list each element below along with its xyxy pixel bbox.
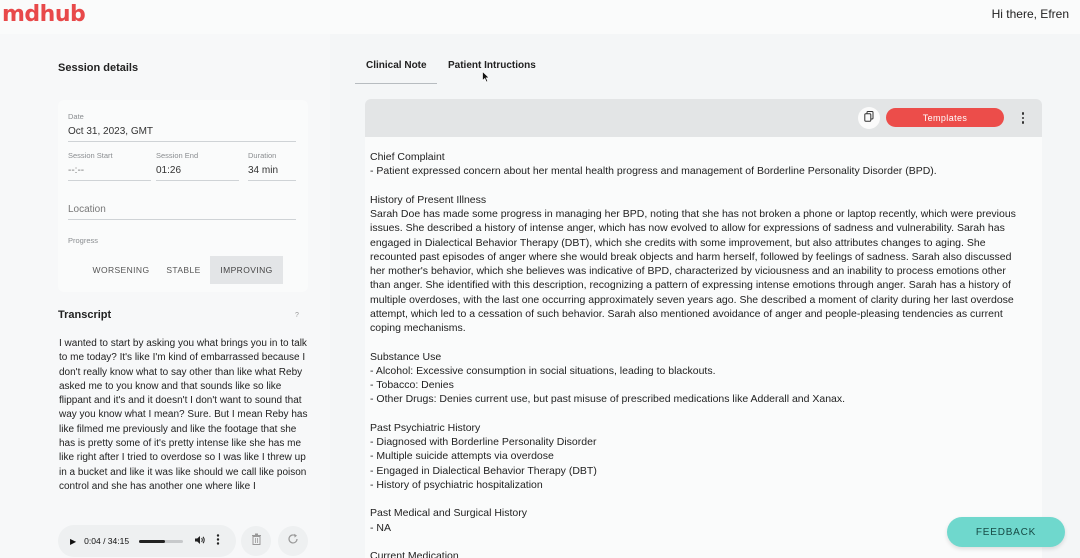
audio-time: 0:04 / 34:15 [84,536,130,546]
note-section [370,350,1040,407]
note-section [370,549,1040,558]
note-section-heading: Past Medical and Surgical History [370,507,527,520]
date-label: Date [68,112,84,121]
note-line: - Engaged in Dialectical Behavior Therapy (DBT) [370,464,597,477]
tab-patient-instructions[interactable]: Patient Intructions [448,60,536,71]
note-line: - Diagnosed with Borderline Personality Disorder [370,436,597,448]
progress-worsening-button[interactable]: WORSENING [92,265,150,275]
tab-clinical-note[interactable]: Clinical Note [366,60,427,71]
note-line: multiple overdoses, with the last one occurring approximately seven years ago. She described a moment of clarity during her last overdose [370,293,1014,306]
note-line: - History of psychiatric hospitalization [370,478,543,491]
note-line: coping mechanisms. [370,322,466,334]
note-line: - Other Drugs: Denies current use, but past misuse of prescribed medications like Adderall and Xanax. [370,393,846,406]
note-line: recounted past episodes of anger where she would break objects and harm herself, followed by feelings of sadness. Sarah also discussed [370,250,1012,263]
refresh-button[interactable] [278,526,308,556]
note-section [370,150,1040,179]
feedback-button[interactable]: FEEDBACK [947,517,1065,547]
app-logo[interactable]: mdhub [2,2,86,27]
note-line: engaged in Dialectical Behavior Therapy (DBT), which she credits with some improvement, but also attributes changes to aging. She [370,236,986,249]
clinical-note-area [365,137,1042,558]
copy-button[interactable] [858,107,880,129]
note-section-heading: Past Psychiatric History [370,421,481,434]
location-input[interactable]: Location [68,202,296,220]
duration-label: Duration [248,151,277,160]
note-section-heading: Current Medication [370,550,459,558]
note-line: attempt, which led to a cessation of such behavior. Sarah also mentioned avoidance of anger and people-pleasing tendencies as current [370,307,1003,320]
copy-icon [864,109,874,127]
duration-field[interactable]: 34 min [248,163,296,181]
audio-player [58,525,236,557]
note-line: - Patient expressed concern about her mental health progress and management of Borderline Personality Disorder (BPD). [370,165,937,178]
note-line: - Multiple suicide attempts via overdose [370,450,554,463]
templates-button[interactable]: Templates [886,108,1004,127]
session-end-label: Session End [156,151,199,160]
mouse-cursor-icon [482,70,490,88]
kebab-menu-icon[interactable] [1017,110,1029,126]
note-line: issues. She described a history of intense anger, which has now evolved to allow for expressions of sadness and vulnerability. Sarah has [370,222,1005,235]
note-section-heading: Chief Complaint [370,151,445,163]
transcript-title: Transcript [58,309,112,321]
note-line: than anger. She identified with this description, recognizing a pattern of expressing intense emotions through anger. Sarah has a history of [370,279,1011,292]
trash-icon [251,532,262,550]
date-field[interactable]: Oct 31, 2023, GMT [68,124,296,142]
help-icon[interactable]: ? [295,312,299,319]
audio-current-time: 0:04 [84,536,101,546]
progress-selector [85,256,283,284]
note-line: - NA [370,521,391,534]
note-line: - Alcohol: Excessive consumption in social situations, leading to blackouts. [370,364,716,377]
refresh-icon [287,532,299,550]
audio-seek-fill [139,540,165,543]
audio-total-time: 34:15 [107,536,130,546]
progress-label: Progress [68,236,99,245]
session-start-field[interactable]: --:-- [68,163,151,181]
session-end-field[interactable]: 01:26 [156,163,239,181]
note-line: her mother's behavior, which she believes was indicative of BPD, characterized by viciousness and an inability to process emotions other [370,265,1006,277]
note-section [370,193,1040,336]
session-details-title: Session details [58,62,139,74]
progress-stable-button[interactable]: STABLE [166,265,201,275]
note-section [370,421,1040,492]
user-greeting[interactable]: Hi there, Efren [991,7,1069,21]
note-section-heading: Substance Use [370,350,442,363]
delete-recording-button[interactable] [241,526,271,556]
progress-improving-button[interactable]: IMPROVING [210,256,283,284]
note-line: - Tobacco: Denies [370,379,454,391]
play-icon[interactable]: ▶ [70,536,77,546]
volume-icon[interactable] [195,535,206,548]
more-vertical-icon[interactable] [216,534,220,548]
transcript-text: I wanted to start by asking you what brings you in to talk to me today? It's like I'm kind of embarrassed because I don't really know what to say other than like what Reby asked me to you know and that sounds like so like flippant and it's and it doesn't I don't want to sound that way you know what I mean? Sure. But I mean Reby has like filmed me previously and like the footage that she has is pretty some of it's pretty intense like she has me like right after I tried to overdose so I was like I threw up in a bucket and like it was like should we call like poison control and she has another one where like I [59,338,308,492]
audio-seek-bar[interactable] [139,540,183,543]
note-section [370,506,1040,535]
note-line: Sarah Doe has made some progress in managing her BPD, noting that she has not broken a phone or laptop recently, which were previous [370,208,1016,220]
session-start-label: Session Start [68,151,113,160]
top-bar [0,0,1080,34]
active-tab-indicator [355,83,437,84]
clinical-note-text [370,150,1040,558]
note-section-heading: History of Present Illness [370,193,487,206]
